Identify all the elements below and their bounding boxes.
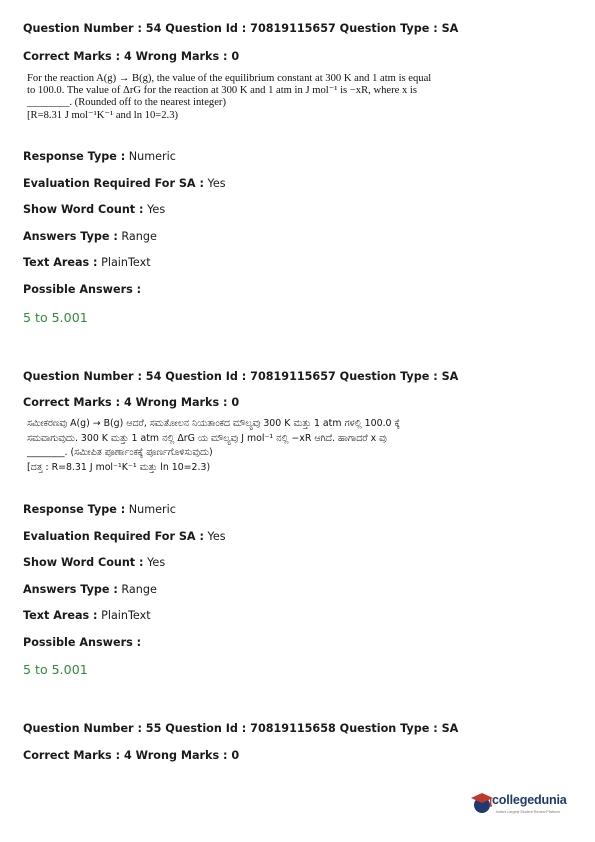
evaluation-field: [23, 177, 226, 190]
field-value: Yes: [143, 203, 166, 216]
question-line: ಸಮವಾಗುವುದು. 300 K ಮತ್ತು 1 atm ನಲ್ಲಿ ΔrG ಯ ಮೌಲ್ಯವು J mol⁻¹ ನಲ್ಲಿ −xR ಆಗಿದೆ. ಹಾಗಾದರೆ x ವು: [27, 432, 387, 444]
marks-line: Correct Marks : 4 Wrong Marks : 0: [23, 396, 240, 409]
field-label: Text Areas :: [23, 256, 98, 269]
question-line: ________. (Rounded off to the nearest integer): [27, 97, 226, 109]
possible-answer-value: 5 to 5.001: [23, 662, 88, 677]
word-count-field: [23, 203, 165, 216]
question-header: Question Number : 54 Question Id : 70819115657 Question Type : SA: [23, 22, 459, 35]
field-label: Show Word Count :: [23, 203, 144, 216]
field-label: Evaluation Required For SA :: [23, 530, 204, 543]
field-value: Numeric: [125, 150, 176, 163]
field-value: Range: [117, 583, 157, 596]
field-value: Yes: [203, 177, 226, 190]
response-type-field: [23, 150, 176, 163]
field-label: Answers Type :: [23, 230, 118, 243]
possible-answers-field: [23, 283, 141, 296]
evaluation-field: [23, 530, 226, 543]
question-header: Question Number : 54 Question Id : 70819115657 Question Type : SA: [23, 370, 459, 383]
response-type-field: [23, 503, 176, 516]
field-label: Response Type :: [23, 503, 126, 516]
logo-tagline: India's Largest Student Review Platform: [496, 810, 560, 814]
graduation-cap-icon: [470, 790, 494, 816]
answers-type-field: [23, 230, 157, 243]
question-text-kannada: [27, 417, 457, 475]
field-value: PlainText: [97, 609, 151, 622]
field-label: Possible Answers :: [23, 283, 142, 296]
question-line: For the reaction A(g) → B(g), the value of the equilibrium constant at 300 K and 1 atm is equal: [27, 73, 432, 84]
question-line: to 100.0. The value of ΔrG for the reaction at 300 K and 1 atm in J mol⁻¹ is −xR, where x is: [27, 85, 418, 97]
possible-answer-value: 5 to 5.001: [23, 310, 88, 325]
field-label: Text Areas :: [23, 609, 98, 622]
answers-type-field: [23, 583, 157, 596]
field-label: Possible Answers :: [23, 636, 142, 649]
possible-answers-field: [23, 636, 141, 649]
field-label: Evaluation Required For SA :: [23, 177, 204, 190]
marks-line: Correct Marks : 4 Wrong Marks : 0: [23, 50, 240, 63]
field-value: PlainText: [97, 256, 151, 269]
question-line: [ದತ್ತ : R=8.31 J mol⁻¹K⁻¹ ಮತ್ತು ln 10=2.3): [27, 461, 211, 473]
question-text-english: [27, 73, 457, 122]
field-value: Yes: [143, 556, 166, 569]
text-areas-field: [23, 609, 151, 622]
field-label: Response Type :: [23, 150, 126, 163]
field-value: Numeric: [125, 503, 176, 516]
field-label: Answers Type :: [23, 583, 118, 596]
logo-wordmark: collegedunia: [492, 793, 567, 807]
field-value: Range: [117, 230, 157, 243]
text-areas-field: [23, 256, 151, 269]
question-line: ________. (ಸಮೀಪಿತ ಪೂರ್ಣಾಂಕಕ್ಕೆ ಪೂರ್ಣಗೊಳಿಸುವುದು): [27, 447, 213, 458]
marks-line: Correct Marks : 4 Wrong Marks : 0: [23, 749, 240, 762]
field-value: Yes: [203, 530, 226, 543]
word-count-field: [23, 556, 165, 569]
question-line: ಸಮೀಕರಣವು A(g) → B(g) ಆದರೆ, ಸಮತೋಲನ ನಿಯತಾಂಕದ ಮೌಲ್ಯವು 300 K ಮತ್ತು 1 atm ಗಳಲ್ಲಿ 100.0 ಕ್ಕೆ: [27, 418, 400, 429]
field-label: Show Word Count :: [23, 556, 144, 569]
question-line: [R=8.31 J mol⁻¹K⁻¹ and ln 10=2.3): [27, 109, 179, 121]
collegedunia-logo: [470, 788, 580, 828]
question-header: Question Number : 55 Question Id : 70819115658 Question Type : SA: [23, 722, 459, 735]
